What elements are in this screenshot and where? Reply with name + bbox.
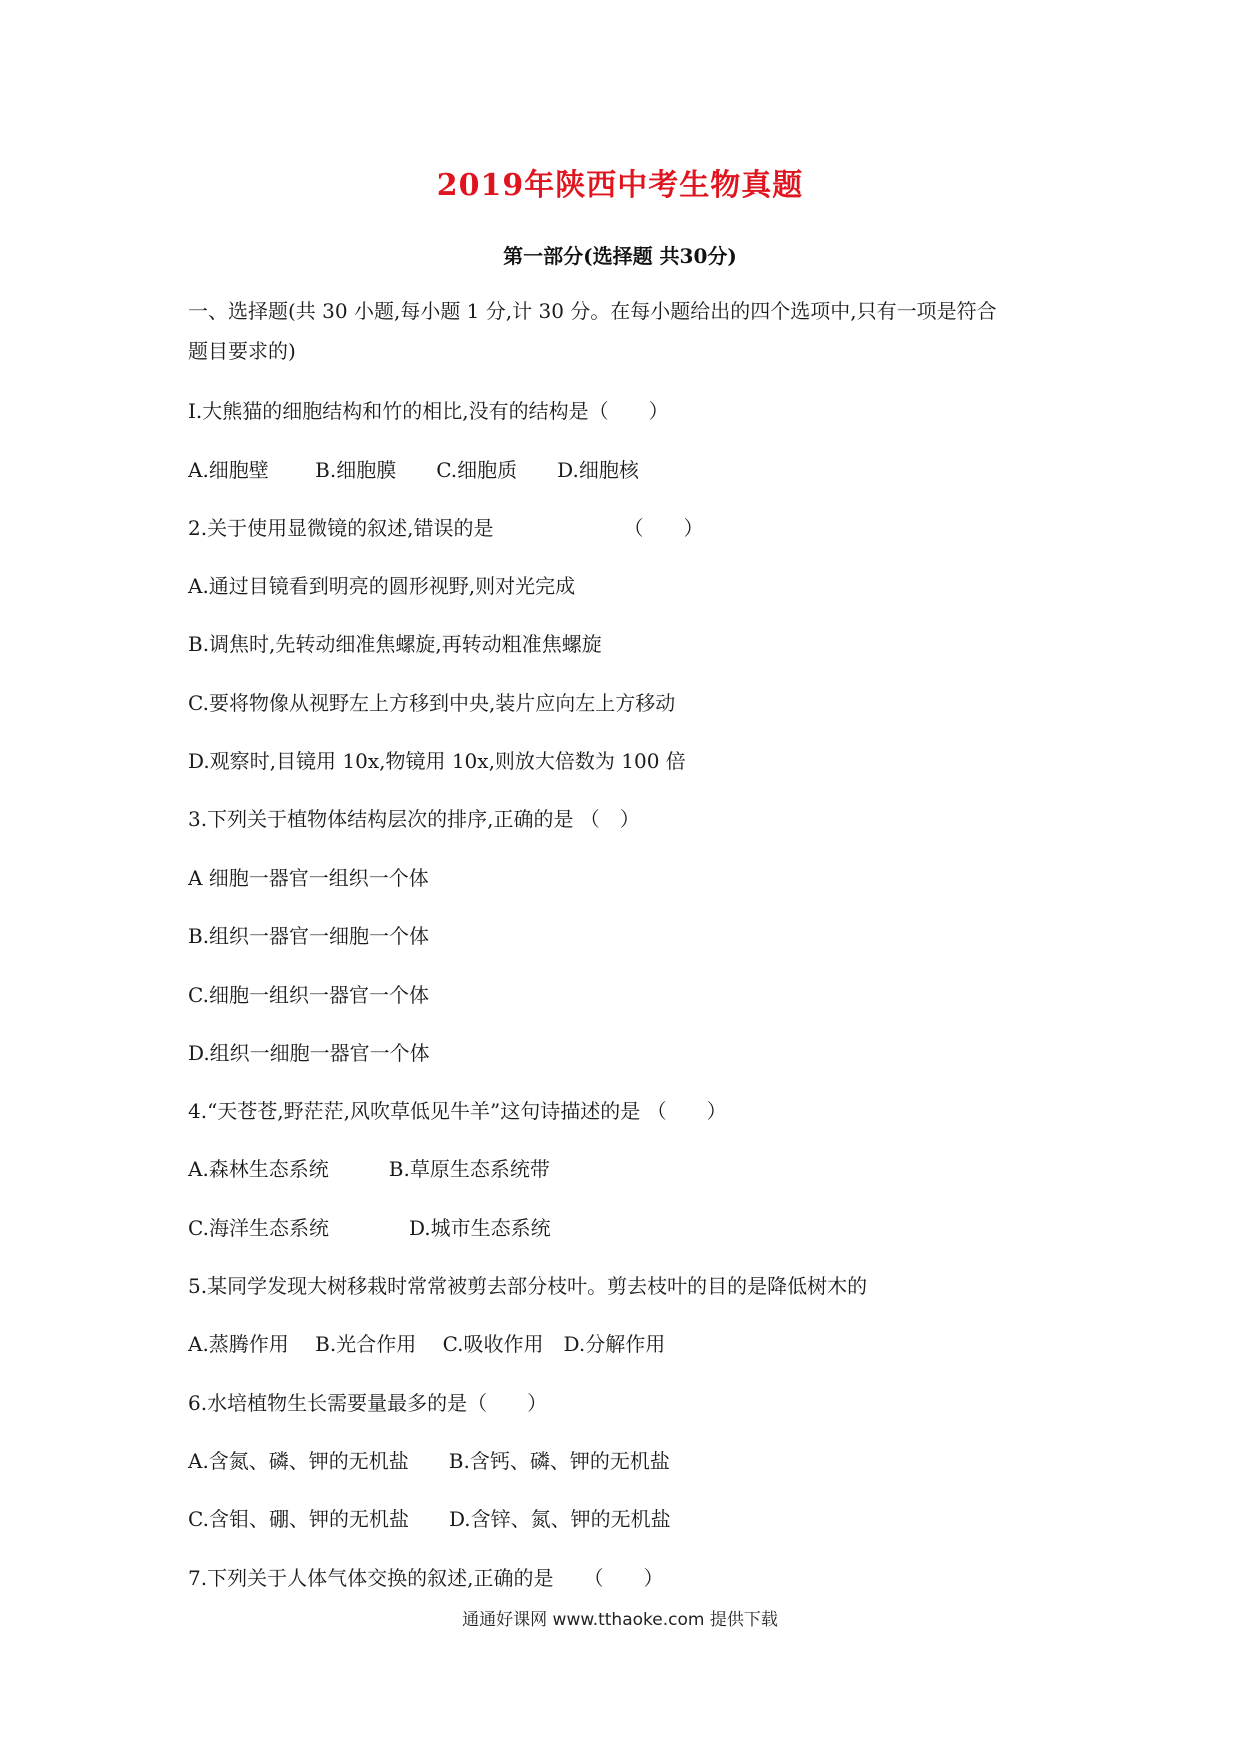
question-4-options-ab: A.森林生态系统 B.草原生态系统带	[188, 1157, 550, 1181]
question-5-options: A.蒸腾作用 B.光合作用 C.吸收作用 D.分解作用	[188, 1332, 666, 1356]
question-1-options: A.细胞壁 B.细胞膜 C.细胞质 D.细胞核	[188, 458, 639, 482]
question-2-option-a: A.通过目镜看到明亮的圆形视野,则对光完成	[188, 574, 576, 598]
question-3-option-a: A 细胞一器官一组织一个体	[188, 866, 429, 890]
question-5-stem: 5.某同学发现大树移栽时常常被剪去部分枝叶。剪去枝叶的目的是降低树木的	[188, 1274, 868, 1298]
section-instructions-line2: 题目要求的)	[188, 339, 296, 363]
question-6-options-cd: C.含钼、硼、钾的无机盐 D.含锌、氮、钾的无机盐	[188, 1507, 671, 1531]
question-2-option-b: B.调焦时,先转动细准焦螺旋,再转动粗准焦螺旋	[188, 632, 602, 656]
page-title: 2019年陕西中考生物真题	[436, 168, 804, 203]
question-3-option-b: B.组织一器官一细胞一个体	[188, 924, 430, 948]
section-instructions-line1: 一、选择题(共 30 小题,每小题 1 分,计 30 分。在每小题给出的四个选项中,只有一项是符合	[188, 299, 997, 323]
footer-source: 通通好课网 www.tthaoke.com 提供下载	[462, 1610, 778, 1630]
question-3-option-c: C.细胞一组织一器官一个体	[188, 983, 429, 1007]
question-3-option-d: D.组织一细胞一器官一个体	[188, 1041, 430, 1065]
question-4-stem: 4.“天苍苍,野茫茫,风吹草低见牛羊”这句诗描述的是 （ ）	[188, 1099, 727, 1123]
question-2-option-c: C.要将物像从视野左上方移到中央,装片应向左上方移动	[188, 691, 676, 715]
question-2-option-d: D.观察时,目镜用 10x,物镜用 10x,则放大倍数为 100 倍	[188, 749, 686, 773]
question-2-stem: 2.关于使用显微镜的叙述,错误的是 （ ）	[188, 516, 704, 540]
question-4-options-cd: C.海洋生态系统 D.城市生态系统	[188, 1216, 551, 1240]
question-1-stem: I.大熊猫的细胞结构和竹的相比,没有的结构是（ ）	[188, 399, 669, 423]
part-heading: 第一部分(选择题 共30分)	[503, 244, 737, 268]
question-6-stem: 6.水培植物生长需要量最多的是（ ）	[188, 1391, 548, 1415]
question-7-stem: 7.下列关于人体气体交换的叙述,正确的是 （ ）	[188, 1566, 664, 1590]
question-3-stem: 3.下列关于植物体结构层次的排序,正确的是 （ ）	[188, 807, 640, 831]
question-6-options-ab: A.含氮、磷、钾的无机盐 B.含钙、磷、钾的无机盐	[188, 1449, 670, 1473]
